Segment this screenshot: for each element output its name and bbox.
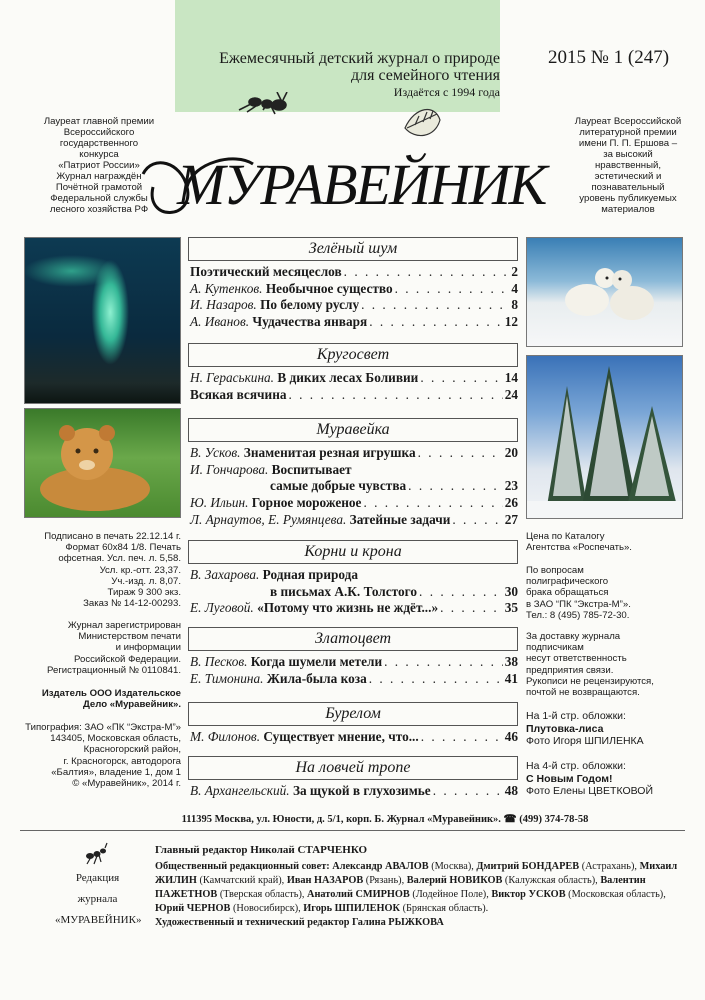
- entry-author: В. Архангельский.: [190, 783, 290, 798]
- entry-author: А. Иванов.: [190, 314, 250, 330]
- section-items: [190, 445, 518, 529]
- toc-entry[interactable]: [190, 281, 518, 298]
- section-items: [190, 264, 518, 331]
- toc-entry[interactable]: [190, 370, 518, 387]
- entry-title: Поэтический месяцеслов: [190, 264, 342, 279]
- entry-author: М. Филонов.: [190, 729, 261, 744]
- board-member-place: (Московская область),: [568, 889, 666, 901]
- entry-page: 41: [504, 670, 518, 686]
- board-member-place: (Брянская область).: [402, 903, 489, 915]
- toc-entry[interactable]: [190, 297, 518, 314]
- toc-entry[interactable]: [190, 729, 518, 746]
- ant-icon: [239, 92, 287, 114]
- board-member-name: Иван НАЗАРОВ: [286, 875, 364, 887]
- entry-title: в письмах А.К. Толстого: [270, 583, 418, 599]
- leaf-icon: [405, 110, 440, 136]
- board-member-place: (Лодейное Поле),: [412, 889, 489, 901]
- section-items: [190, 567, 518, 617]
- toc-entry[interactable]: [190, 783, 518, 800]
- toc-entry[interactable]: [190, 512, 518, 529]
- entry-author: А. Кутенков.: [190, 280, 263, 296]
- board-prefix: Общественный редакционный совет:: [155, 861, 330, 873]
- board-member-place: (Москва),: [431, 861, 474, 873]
- board-member-place: (Рязань),: [365, 875, 405, 887]
- section-header: Муравейка: [188, 418, 518, 442]
- leader-dots: [452, 512, 502, 529]
- entry-page: 24: [504, 386, 518, 402]
- entry-author: И. Назаров.: [190, 297, 257, 313]
- printer-info: Типография: ЗАО «ПК “Экстра-М”» 143405, Московская область, Красногорский район, г. Красногорск, автодорога «Балтия», владение 1, дом 1 © «Муравейник», 2014 г.: [25, 722, 181, 790]
- leader-dots: [289, 387, 503, 404]
- entry-author: Е. Тимонина.: [190, 670, 264, 686]
- entry-page: 2: [511, 264, 518, 279]
- entry-page: 20: [504, 445, 518, 460]
- award-left-1: Лауреат главной премии Всероссийского государственного конкурса «Патриот России»: [43, 116, 155, 171]
- toc-entry[interactable]: [190, 654, 518, 671]
- leader-dots: [419, 584, 503, 601]
- board-member-name: Дмитрий БОНДАРЕВ: [476, 861, 580, 873]
- board-member-name: Александр АВАЛОВ: [332, 861, 429, 873]
- section-items: [190, 370, 518, 403]
- leader-dots: [344, 264, 510, 281]
- board-member-name: Валентин ПАЖЕТНОВ: [155, 875, 646, 901]
- polar-bears-photo: [526, 237, 683, 347]
- board-member-name: Валерий НОВИКОВ: [406, 875, 503, 887]
- board-member-place: (Калужская область),: [504, 875, 598, 887]
- board-member-place: (Новосибирск),: [232, 903, 301, 915]
- leader-dots: [369, 314, 502, 331]
- cover-4-info: На 4-й стр. обложки: С Новым Годом! Фото Елены ЦВЕТКОВОЙ: [526, 760, 653, 797]
- toc-entry[interactable]: [190, 478, 518, 495]
- entry-page: 38: [504, 654, 518, 669]
- leader-dots: [363, 495, 502, 512]
- entry-page: 48: [504, 783, 518, 798]
- logo-text: МУРАВЕЙНИК: [177, 152, 546, 217]
- editorial-board: [155, 843, 695, 931]
- toc-entry[interactable]: [190, 600, 518, 617]
- leader-dots: [421, 729, 503, 746]
- leader-dots: [369, 671, 503, 688]
- price-info: Цена по Каталогу Агентства «Роспечать».: [526, 531, 632, 554]
- leader-dots: [433, 783, 503, 800]
- entry-title: Родная природа: [262, 567, 359, 582]
- issue-number: 2015 № 1 (247): [548, 47, 670, 68]
- toc-entry[interactable]: [190, 314, 518, 331]
- board-member-name: Анатолий СМИРНОВ: [307, 889, 410, 901]
- snowy-forest-photo: [526, 355, 683, 519]
- toc-entry[interactable]: [190, 264, 518, 281]
- toc-entry[interactable]: [190, 671, 518, 688]
- entry-author: И. Гончарова.: [190, 461, 269, 477]
- publisher-info: Издатель ООО Издательское Дело «Муравейник».: [41, 688, 181, 711]
- board-member-place: (Камчатский край),: [199, 875, 285, 887]
- tagline: Ежемесячный детский журнал о природе для семейного чтения Издаётся с 1994 года: [180, 50, 500, 101]
- art-editor: Художественный и технический редактор Галина РЫЖКОВА: [155, 917, 444, 929]
- leader-dots: [408, 478, 503, 495]
- section-header: Кругосвет: [188, 343, 518, 367]
- board-member-name: Михаил ЖИЛИН: [155, 861, 678, 887]
- section-items: [190, 654, 518, 687]
- board-member-name: Юрий ЧЕРНОВ: [155, 903, 231, 915]
- entry-page: 35: [504, 600, 518, 616]
- leader-dots: [384, 654, 503, 671]
- entry-page: 46: [504, 729, 518, 744]
- entry-author: Н. Гераськина.: [190, 370, 275, 385]
- section-header: Корни и крона: [188, 540, 518, 564]
- entry-title: Всякая всячина: [190, 386, 287, 402]
- award-right: Лауреат Всероссийской литературной премии имени П. П. Ершова – за высокий нравственный, эстетический и познавательный уровень публикуемых материалов: [574, 116, 682, 215]
- leader-dots: [395, 281, 510, 298]
- toc-entry[interactable]: [190, 495, 518, 512]
- toc-entry[interactable]: [190, 387, 518, 404]
- leader-dots: [361, 297, 509, 314]
- chief-editor: Главный редактор Николай СТАРЧЕНКО: [155, 844, 368, 856]
- lion-cub-photo: [24, 408, 181, 518]
- cover-1-info: На 1-й стр. обложки: Плутовка-лиса Фото Игоря ШПИЛЕНКА: [526, 710, 644, 747]
- entry-title: «Потому что жизнь не ждёт...»: [257, 600, 439, 616]
- leader-dots: [420, 370, 502, 387]
- editorial-address: 111395 Москва, ул. Юности, д. 5/1, корп. Б. Журнал «Муравейник». ☎ (499) 374-78-58: [181, 814, 589, 825]
- defects-info: По вопросам полиграфического брака обращаться в ЗАО “ПК “Экстра-М”». Тел.: 8 (495) 785-72-30.: [526, 565, 631, 621]
- editorial-label: Редакция журнала «МУРАВЕЙНИК»: [55, 872, 142, 926]
- entry-title: За щукой в глухозимье: [292, 783, 431, 798]
- ant-small-icon: [84, 842, 108, 866]
- award-left-2: Журнал награждён Почётной грамотой Федеральной службы лесного хозяйства РФ: [49, 171, 149, 215]
- aurora-photo: [24, 237, 181, 404]
- board-member-name: Игорь ШПИЛЕНОК: [303, 903, 400, 915]
- entry-title: Чудачества января: [252, 314, 368, 330]
- entry-title: самые добрые чувства: [270, 478, 407, 494]
- entry-author: Е. Луговой.: [190, 600, 254, 616]
- entry-title: В диких лесах Боливии: [277, 370, 419, 385]
- delivery-info: За доставку журнала подписчикам несут ответственность предприятия связи. Рукописи не рецензируются, почтой не возвращаются.: [526, 631, 654, 699]
- toc-entry[interactable]: [190, 584, 518, 601]
- board-member-place: (Тверская область),: [219, 889, 305, 901]
- entry-author: В. Захарова.: [190, 567, 260, 582]
- entry-title: Жила-была коза: [266, 670, 367, 686]
- entry-title: Существует мнение, что...: [263, 729, 419, 744]
- entry-title: По белому руслу: [260, 297, 360, 313]
- toc-entry[interactable]: [190, 567, 518, 584]
- entry-title: Воспитывает: [271, 461, 352, 477]
- entry-page: 26: [504, 495, 518, 511]
- magazine-logo: [135, 92, 555, 227]
- entry-author: Ю. Ильин.: [190, 495, 249, 511]
- board-member-name: Виктор УСКОВ: [491, 889, 566, 901]
- divider: [20, 830, 685, 831]
- entry-title: Затейные задачи: [349, 511, 451, 527]
- section-items: [190, 729, 518, 746]
- entry-author: В. Усков.: [190, 445, 241, 460]
- entry-title: Когда шумели метели: [250, 654, 383, 669]
- entry-page: 14: [504, 370, 518, 385]
- entry-page: 12: [504, 314, 518, 330]
- entry-title: Горное мороженое: [251, 495, 362, 511]
- print-info: Подписано в печать 22.12.14 г. Формат 60x84 1/8. Печать офсетная. Усл. печ. л. 5,58. Усл. кр.-отт. 23,37. Уч.-изд. л. 8,07. Тираж 9 300 экз. Заказ № 14-12-00293.: [44, 531, 181, 610]
- entry-page: 4: [511, 280, 518, 296]
- entry-page: 27: [504, 511, 518, 527]
- entry-page: 30: [504, 583, 518, 599]
- board-members: [155, 860, 695, 916]
- toc-entry[interactable]: [190, 445, 518, 462]
- entry-page: 23: [504, 478, 518, 494]
- since-year: Издаётся с 1994 года: [393, 85, 500, 99]
- entry-page: 8: [511, 297, 518, 313]
- section-header: Златоцвет: [188, 627, 518, 651]
- section-header: На ловчей тропе: [188, 756, 518, 780]
- section-items: [190, 783, 518, 800]
- section-header: Зелёный шум: [188, 237, 518, 261]
- board-member-place: (Астрахань),: [581, 861, 638, 873]
- leader-dots: [440, 600, 503, 617]
- entry-title: Необычное существо: [265, 280, 393, 296]
- entry-author: Л. Арнаутов, Е. Румянцева.: [190, 511, 347, 527]
- toc-entry[interactable]: [190, 462, 518, 479]
- entry-title: Знаменитая резная игрушка: [243, 445, 416, 460]
- leader-dots: [418, 445, 503, 462]
- section-header: Бурелом: [188, 702, 518, 726]
- entry-author: В. Песков.: [190, 654, 248, 669]
- registration-info: Журнал зарегистрирован Министерством печати и информации Российской Федерации. Регистрационный № 0110841.: [47, 620, 181, 676]
